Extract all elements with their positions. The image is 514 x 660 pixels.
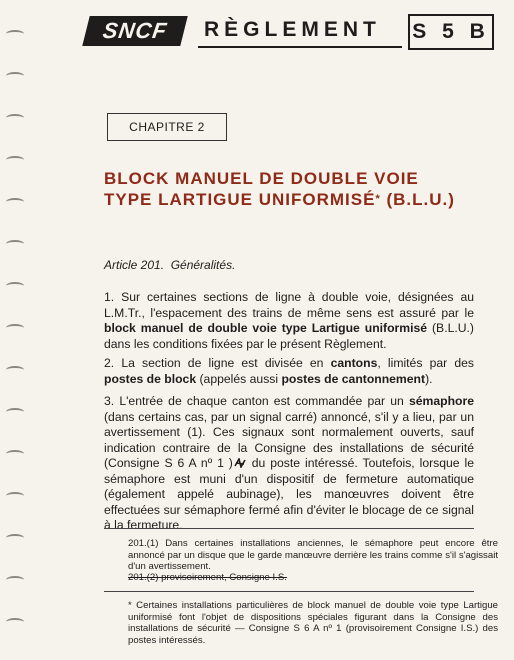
footnote-201-2-struck: 201.(2) provisoirement, Consigne I.S.	[128, 572, 287, 583]
paragraph-2	[104, 356, 474, 387]
p2-bold-2: postes de block	[104, 371, 197, 386]
p3-bold-1: sémaphore	[408, 394, 474, 408]
main-title-line-1: BLOCK MANUEL DE DOUBLE VOIE	[104, 169, 419, 188]
logo-text: SNCF	[101, 18, 169, 43]
regulation-title: RÈGLEMENT	[204, 18, 381, 41]
footnote-201-1: 201.(1) Dans certaines installations anciennes, le sémaphore peut encore être annoncé par un disque que le garde manœuvre derrière les trains comme s'il s'agissait d'un avertissement.	[128, 538, 498, 572]
p2-text-1: 2. La section de ligne est divisée en	[104, 356, 331, 370]
paragraph-3	[104, 394, 474, 534]
p2-text-2: , limités par des	[377, 356, 475, 370]
p1-text-2: (B.L.U.) dans les conditions fixées par le présent Règlement.	[104, 321, 474, 351]
p2-bold-1: cantons	[330, 356, 378, 370]
document-header	[86, 12, 492, 52]
article-heading	[104, 258, 235, 272]
regulation-code-box: S 5 B	[408, 14, 494, 50]
p2-text-3: (appelés aussi	[196, 371, 282, 386]
footnote-separator-2	[104, 591, 474, 592]
title-underline	[198, 46, 402, 48]
p3-text-1: 3. L'entrée de chaque canton est commandée par un	[104, 394, 409, 408]
p2-bold-3: postes de cantonnement	[281, 371, 426, 386]
main-title-abbreviation: (B.L.U.)	[386, 190, 455, 209]
article-name: Généralités.	[170, 258, 236, 272]
main-title-line-2	[104, 189, 484, 210]
main-title	[104, 168, 484, 210]
sncf-logo	[82, 16, 187, 46]
p2-text-4: ).	[425, 371, 433, 386]
paragraph-1	[104, 290, 474, 352]
footnote-star: * Certaines installations particulières de block manuel de double voie type Lartigue uniformisé font l'objet de dispositions spéciales figurant dans la Consigne des installations de sécurité — Consigne S 6 A nº 1 (provisoirement Consigne I.S.) des postes intéressés.	[128, 600, 498, 646]
footnote-separator-1	[104, 528, 474, 529]
p3-text-3: du poste intéressé. Toutefois, lorsque le sémaphore est muni d'un dispositif de fermeture automatique (également appelé aubinage), les manœuvres doivent être effectuées sur sémaphore fermé afin d'éviter le blocage de ce signal à la fermeture.	[104, 456, 474, 532]
chapter-box: CHAPITRE 2	[107, 113, 227, 141]
main-title-text: TYPE LARTIGUE UNIFORMISÉ	[104, 190, 376, 209]
p3-text-2: (dans certains cas, par un signal carré) annoncé, s'il y a lieu, par un avertissement (1). Ces signaux sont normalement ouverts, sauf indication contraire de la Consigne des installations de sécurité (Consigne S 6 A nº 1 )	[104, 409, 474, 470]
binder-rings	[0, 0, 38, 660]
article-number: Article 201.	[104, 258, 165, 272]
p1-text-1: 1. Sur certaines sections de ligne à double voie, désignées au L.M.Tr., l'espacement des trains de même sens est assuré par le	[104, 290, 474, 320]
footnote-star-mark: *	[375, 193, 381, 205]
handwritten-mark-icon	[234, 458, 246, 468]
p1-bold-1: block manuel de double voie type Lartigue uniformisé	[104, 321, 428, 335]
